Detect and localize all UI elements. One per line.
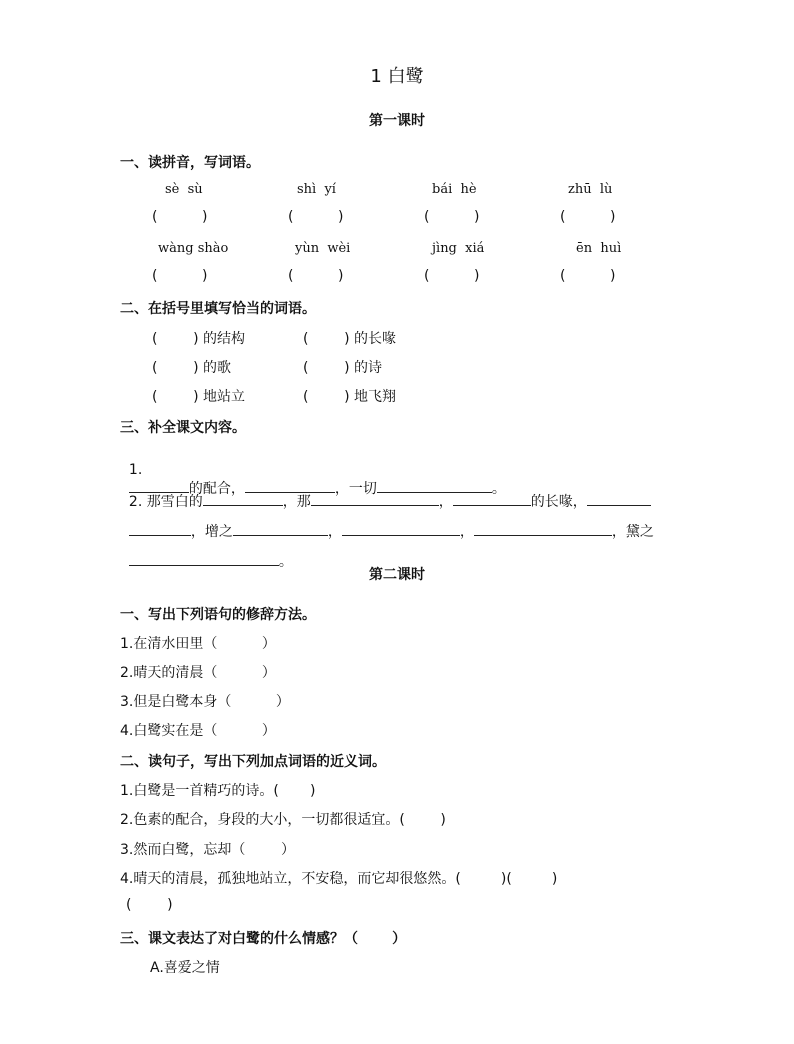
pinyin-6: yùn wèi — [295, 241, 351, 256]
text: 2. 那雪白的 — [128, 494, 203, 510]
l2-q3-title: 三、课文表达了对白鹭的什么情感？（ ） — [120, 931, 407, 947]
l1-q3-title: 三、补全课文内容。 — [120, 420, 246, 436]
page-title: 1 白鹭 — [370, 66, 424, 87]
pinyin-7: jìng xiá — [432, 241, 485, 256]
answer-paren[interactable]: ( ) — [560, 268, 616, 284]
text: 的长喙， — [530, 494, 587, 510]
rhetoric-item[interactable]: 3.但是白鹭本身（ ） — [120, 694, 290, 710]
rhetoric-item[interactable]: 2.晴天的清晨（ ） — [120, 665, 276, 681]
text: ， — [459, 524, 474, 540]
text: ， — [327, 524, 342, 540]
text: 。 — [491, 481, 506, 497]
item-number: 1. — [128, 462, 143, 478]
synonym-item[interactable]: 1.白鹭是一首精巧的诗。( ) — [120, 783, 316, 799]
blank[interactable] — [453, 491, 531, 506]
text: 。 — [278, 554, 293, 570]
text: ，那 — [282, 494, 311, 510]
synonym-item[interactable]: 3.然而白鹭，忘却（ ） — [120, 842, 295, 858]
pinyin-8: ēn huì — [576, 241, 622, 256]
rhetoric-item[interactable]: 1.在清水田里（ ） — [120, 636, 276, 652]
pinyin-4: zhū lù — [568, 182, 613, 197]
answer-paren[interactable]: ( ) — [288, 209, 344, 225]
blank[interactable] — [233, 521, 328, 536]
fill-item[interactable]: ( ) 的长喙 — [303, 331, 396, 347]
text: ，一切 — [334, 481, 377, 497]
fill-item[interactable]: ( ) 的歌 — [152, 360, 231, 376]
l1-q1-title: 一、读拼音，写词语。 — [120, 155, 260, 171]
l1-q2-title: 二、在括号里填写恰当的词语。 — [120, 301, 316, 317]
option-a[interactable]: A.喜爱之情 — [150, 960, 220, 976]
answer-paren[interactable]: ( ) — [560, 209, 616, 225]
answer-paren[interactable]: ( ) — [288, 268, 344, 284]
blank[interactable] — [587, 491, 651, 506]
text: 的配合， — [188, 481, 245, 497]
synonym-item-cont[interactable]: ( ) — [126, 897, 173, 913]
pinyin-2: shì yí — [297, 182, 336, 197]
l2-q2-title: 二、读句子，写出下列加点词语的近义词。 — [120, 754, 386, 770]
synonym-item[interactable]: 2.色素的配合，身段的大小，一切都很适宜。( ) — [120, 812, 446, 828]
text: ，黛之 — [611, 524, 654, 540]
fill-item[interactable]: ( ) 地站立 — [152, 389, 245, 405]
rhetoric-item[interactable]: 4.白鹭实在是（ ） — [120, 723, 276, 739]
text: ， — [438, 494, 453, 510]
answer-paren[interactable]: ( ) — [152, 209, 208, 225]
blank[interactable] — [474, 521, 612, 536]
l2-q1-title: 一、写出下列语句的修辞方法。 — [120, 607, 316, 623]
text: ，增之 — [190, 524, 233, 540]
blank[interactable] — [203, 491, 283, 506]
synonym-item[interactable]: 4.晴天的清晨，孤独地站立，不安稳，而它却很悠然。( )( ) — [120, 871, 558, 887]
pinyin-3: bái hè — [432, 182, 477, 197]
blank[interactable] — [342, 521, 460, 536]
answer-paren[interactable]: ( ) — [424, 209, 480, 225]
pinyin-1: sè sù — [165, 182, 203, 197]
answer-paren[interactable]: ( ) — [152, 268, 208, 284]
blank[interactable] — [311, 491, 439, 506]
lesson2-heading: 第二课时 — [369, 567, 425, 583]
fill-item[interactable]: ( ) 地飞翔 — [303, 389, 396, 405]
answer-paren[interactable]: ( ) — [424, 268, 480, 284]
fill-item[interactable]: ( ) 的结构 — [152, 331, 245, 347]
fill-item[interactable]: ( ) 的诗 — [303, 360, 382, 376]
lesson1-heading: 第一课时 — [369, 113, 425, 129]
blank[interactable] — [129, 521, 191, 536]
pinyin-5: wàng shào — [158, 241, 229, 256]
